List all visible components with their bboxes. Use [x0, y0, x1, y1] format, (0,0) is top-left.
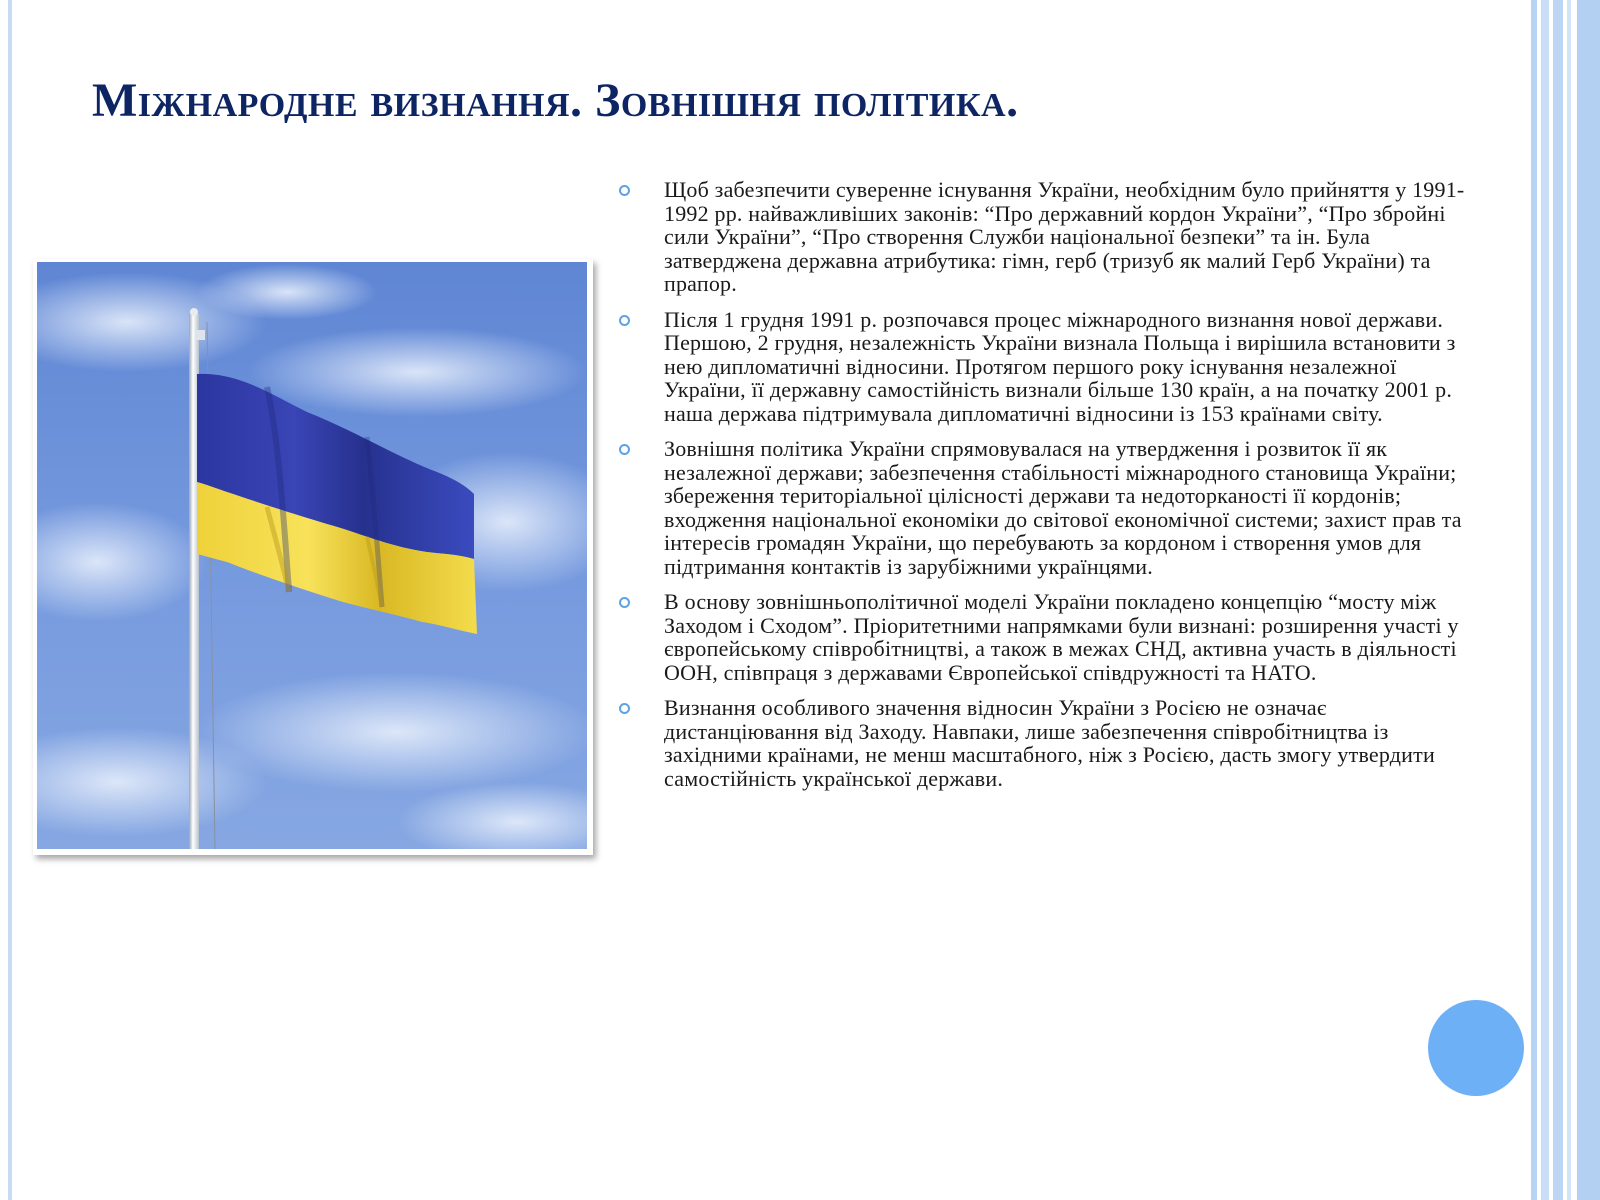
ukraine-flag-photo [37, 262, 587, 849]
left-border [8, 0, 12, 1200]
bullet-text: Щоб забезпечити суверенне існування України, необхідним було прийняття у 1991-1992 рр. найважливіших законів: “Про державний кордон України”, “Про збройні сили України”, “Про створення Служби національної безпеки” та ін. Була затверджена державна атрибутика: гімн, герб (тризуб як малий Герб України) та прапор. [664, 177, 1465, 296]
bullet-text: В основу зовнішньополітичної моделі України покладено концепцію “мосту між Заходом і Сходом”. Пріоритетними напрямками були визнані: розширення участі у європейському співробітництві, а також в межах СНД, активна участь в діяльності ООН, співпраця з державами Європейської співдружності та НАТО. [664, 589, 1459, 685]
flag-photo-frame [33, 259, 593, 855]
bullet-circle-icon [619, 597, 630, 608]
bullet-circle-icon [619, 315, 630, 326]
slide-title: Міжнародне визнання. Зовнішня політика. [92, 74, 1019, 127]
list-item [616, 437, 1466, 578]
right-decor-band [1541, 0, 1549, 1200]
bullet-circle-icon [619, 703, 630, 714]
bullet-circle-icon [619, 444, 630, 455]
bullet-list [616, 178, 1466, 802]
bullet-text: Визнання особливого значення відносин України з Росією не означає дистанціювання від Заходу. Навпаки, лише забезпечення співробітництва із західними країнами, не менш масштабного, ніж з Росією, дасть змогу утвердити самостійність української держави. [664, 695, 1435, 791]
accent-circle [1428, 1000, 1524, 1096]
bullet-text: Після 1 грудня 1991 р. розпочався процес міжнародного визнання нової держави. Першою, 2 грудня, незалежність України визнала Польща і вирішила встановити з нею дипломатичні відносини. Протягом першого року існування незалежної України, її державну самостійність визнали більше 130 країн, а на початку 2001 р. наша держава підтримувала дипломатичні відносини із 153 країнами світу. [664, 306, 1456, 426]
right-decor-band [1577, 0, 1600, 1200]
bullet-circle-icon [619, 185, 630, 196]
list-item [616, 308, 1466, 426]
right-decor-band [1553, 0, 1563, 1200]
list-item [616, 178, 1466, 296]
bullet-text: Зовнішня політика України спрямовувалася на утвердження і розвиток її як незалежної держави; забезпечення стабільності міжнародного становища України; збереження територіальної цілісності держави та недоторканості її кордонів; входження національної економіки до світової економічної системи; захист прав та інтересів громадян України, що перебувають за кордоном і створення умов для підтримання контактів із зарубіжними українцями. [664, 436, 1462, 579]
list-item [616, 696, 1466, 790]
list-item [616, 590, 1466, 684]
